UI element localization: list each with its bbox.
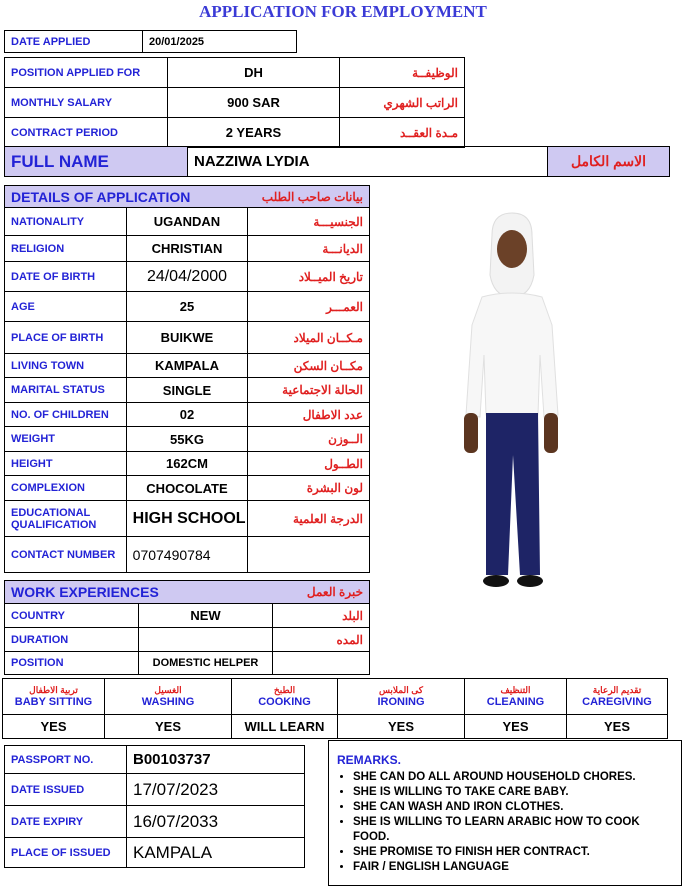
- remark-item: • FAIR / ENGLISH LANGUAGE: [353, 860, 675, 875]
- work-position-value: DOMESTIC HELPER: [139, 652, 273, 675]
- children-label: NO. OF CHILDREN: [5, 403, 127, 427]
- marital-status-arabic: الحالة الاجتماعية: [248, 378, 370, 403]
- skill-cooking: [232, 679, 338, 715]
- remark-item: • SHE IS WILLING TO TAKE CARE BABY.: [353, 785, 675, 800]
- salary-label: MONTHLY SALARY: [5, 88, 168, 118]
- weight-label: WEIGHT: [5, 427, 127, 452]
- weight-value: 55KG: [126, 427, 248, 452]
- skill-baby-sitting-value: YES: [3, 715, 105, 739]
- dob-label: DATE OF BIRTH: [5, 262, 127, 292]
- contact-label: CONTACT NUMBER: [5, 537, 127, 573]
- remarks-title: REMARKS.: [337, 753, 402, 767]
- skill-cleaning-arabic: التنظيف: [500, 685, 531, 695]
- skill-baby-sitting-arabic: تربية الاطفال: [29, 685, 78, 695]
- nationality-arabic: الجنسيـــة: [248, 208, 370, 236]
- skill-ironing-label: IRONING: [377, 696, 425, 708]
- duration-arabic: المده: [273, 628, 370, 652]
- position-table: [4, 57, 465, 148]
- skill-cooking-arabic: الطبخ: [273, 685, 296, 695]
- work-position-arabic: [273, 652, 370, 675]
- living-town-arabic: مكــان السكن: [248, 354, 370, 378]
- complexion-label: COMPLEXION: [5, 476, 127, 501]
- details-header: DETAILS OF APPLICATION: [5, 186, 248, 208]
- skills-table: [2, 678, 668, 739]
- religion-label: RELIGION: [5, 236, 127, 262]
- religion-value: CHRISTIAN: [126, 236, 248, 262]
- date-expiry-label: DATE EXPIRY: [5, 806, 127, 838]
- duration-value: [139, 628, 273, 652]
- skill-cooking-value: WILL LEARN: [232, 715, 338, 739]
- full-name-table: [4, 146, 670, 177]
- living-town-value: KAMPALA: [126, 354, 248, 378]
- skill-cleaning-label: CLEANING: [486, 696, 545, 708]
- position-value: DH: [168, 58, 340, 88]
- position-label: POSITION APPLIED FOR: [5, 58, 168, 88]
- children-arabic: عدد الاطفال: [248, 403, 370, 427]
- duration-label: DURATION: [5, 628, 139, 652]
- remark-item: • SHE CAN DO ALL AROUND HOUSEHOLD CHORES.: [353, 770, 675, 785]
- age-value: 25: [126, 292, 248, 322]
- remarks-box: [328, 740, 682, 886]
- passport-no-value: B00103737: [127, 746, 305, 774]
- full-name-label: FULL NAME: [5, 147, 188, 177]
- work-header-arabic: خبرة العمل: [273, 581, 370, 604]
- country-arabic: البلد: [273, 604, 370, 628]
- contract-label: CONTRACT PERIOD: [5, 118, 168, 148]
- skill-ironing: [338, 679, 465, 715]
- age-arabic: العمـــر: [248, 292, 370, 322]
- skill-cleaning: [465, 679, 567, 715]
- place-of-birth-arabic: مـكــان الميلاد: [248, 322, 370, 354]
- children-value: 02: [126, 403, 248, 427]
- date-applied-value: 20/01/2025: [143, 31, 297, 53]
- height-label: HEIGHT: [5, 452, 127, 476]
- work-table: [4, 580, 370, 675]
- skill-baby-sitting-label: BABY SITTING: [14, 696, 93, 708]
- place-issued-label: PLACE OF ISSUED: [5, 838, 127, 868]
- date-expiry-value: 16/07/2033: [127, 806, 305, 838]
- full-name-arabic: الاسم الكامل: [548, 147, 670, 177]
- contract-arabic: مـدة العقــد: [340, 118, 465, 148]
- nationality-label: NATIONALITY: [5, 208, 127, 236]
- country-label: COUNTRY: [5, 604, 139, 628]
- skill-washing-arabic: الغسيل: [154, 685, 182, 695]
- country-value: NEW: [139, 604, 273, 628]
- date-issued-label: DATE ISSUED: [5, 774, 127, 806]
- nationality-value: UGANDAN: [126, 208, 248, 236]
- applicant-photo: [440, 205, 580, 605]
- place-issued-value: KAMPALA: [127, 838, 305, 868]
- contact-value: 0707490784: [126, 537, 248, 573]
- contact-arabic: [248, 537, 370, 573]
- position-arabic: الوظيفــة: [340, 58, 465, 88]
- age-label: AGE: [5, 292, 127, 322]
- details-table: [4, 185, 370, 573]
- work-header: WORK EXPERIENCES: [5, 581, 273, 604]
- dob-arabic: تاريخ الميــلاد: [248, 262, 370, 292]
- skill-caregiving-value: YES: [567, 715, 668, 739]
- date-applied-label: DATE APPLIED: [5, 31, 143, 53]
- remark-item: • SHE CAN WASH AND IRON CLOTHES.: [353, 800, 675, 815]
- marital-status-label: MARITAL STATUS: [5, 378, 127, 403]
- marital-status-value: SINGLE: [126, 378, 248, 403]
- complexion-value: CHOCOLATE: [126, 476, 248, 501]
- remark-item: • SHE PROMISE TO FINISH HER CONTRACT.: [353, 845, 675, 860]
- height-arabic: الطــول: [248, 452, 370, 476]
- skill-caregiving-arabic: تقديم الرعاية: [592, 685, 642, 695]
- place-of-birth-value: BUIKWE: [126, 322, 248, 354]
- full-name-value: NAZZIWA LYDIA: [188, 147, 548, 177]
- living-town-label: LIVING TOWN: [5, 354, 127, 378]
- work-position-label: POSITION: [5, 652, 139, 675]
- skill-caregiving-label: CAREGIVING: [582, 696, 652, 708]
- height-value: 162CM: [126, 452, 248, 476]
- skill-washing-label: WASHING: [141, 696, 195, 708]
- skill-washing-value: YES: [105, 715, 232, 739]
- place-of-birth-label: PLACE OF BIRTH: [5, 322, 127, 354]
- skill-caregiving: [567, 679, 668, 715]
- passport-no-label: PASSPORT NO.: [5, 746, 127, 774]
- religion-arabic: الديانـــة: [248, 236, 370, 262]
- skill-baby-sitting: [3, 679, 105, 715]
- dob-value: 24/04/2000: [126, 262, 248, 292]
- contract-value: 2 YEARS: [168, 118, 340, 148]
- date-issued-value: 17/07/2023: [127, 774, 305, 806]
- education-arabic: الدرجة العلمية: [248, 501, 370, 537]
- weight-arabic: الــوزن: [248, 427, 370, 452]
- education-value: HIGH SCHOOL: [126, 501, 248, 537]
- skill-cooking-label: COOKING: [258, 696, 311, 708]
- skill-ironing-value: YES: [338, 715, 465, 739]
- skill-ironing-arabic: كى الملابس: [378, 685, 424, 695]
- remarks-list: [337, 770, 675, 875]
- salary-arabic: الراتب الشهري: [340, 88, 465, 118]
- passport-table: [4, 745, 305, 868]
- education-label: EDUCATIONAL QUALIFICATION: [5, 501, 127, 537]
- remark-item: • SHE IS WILLING TO LEARN ARABIC HOW TO COOK FOOD.: [353, 815, 675, 845]
- page-title: APPLICATION FOR EMPLOYMENT: [199, 2, 487, 21]
- details-header-arabic: بيانات صاحب الطلب: [248, 186, 370, 208]
- complexion-arabic: لون البشرة: [248, 476, 370, 501]
- date-applied-table: [4, 30, 297, 53]
- salary-value: 900 SAR: [168, 88, 340, 118]
- skill-washing: [105, 679, 232, 715]
- skill-cleaning-value: YES: [465, 715, 567, 739]
